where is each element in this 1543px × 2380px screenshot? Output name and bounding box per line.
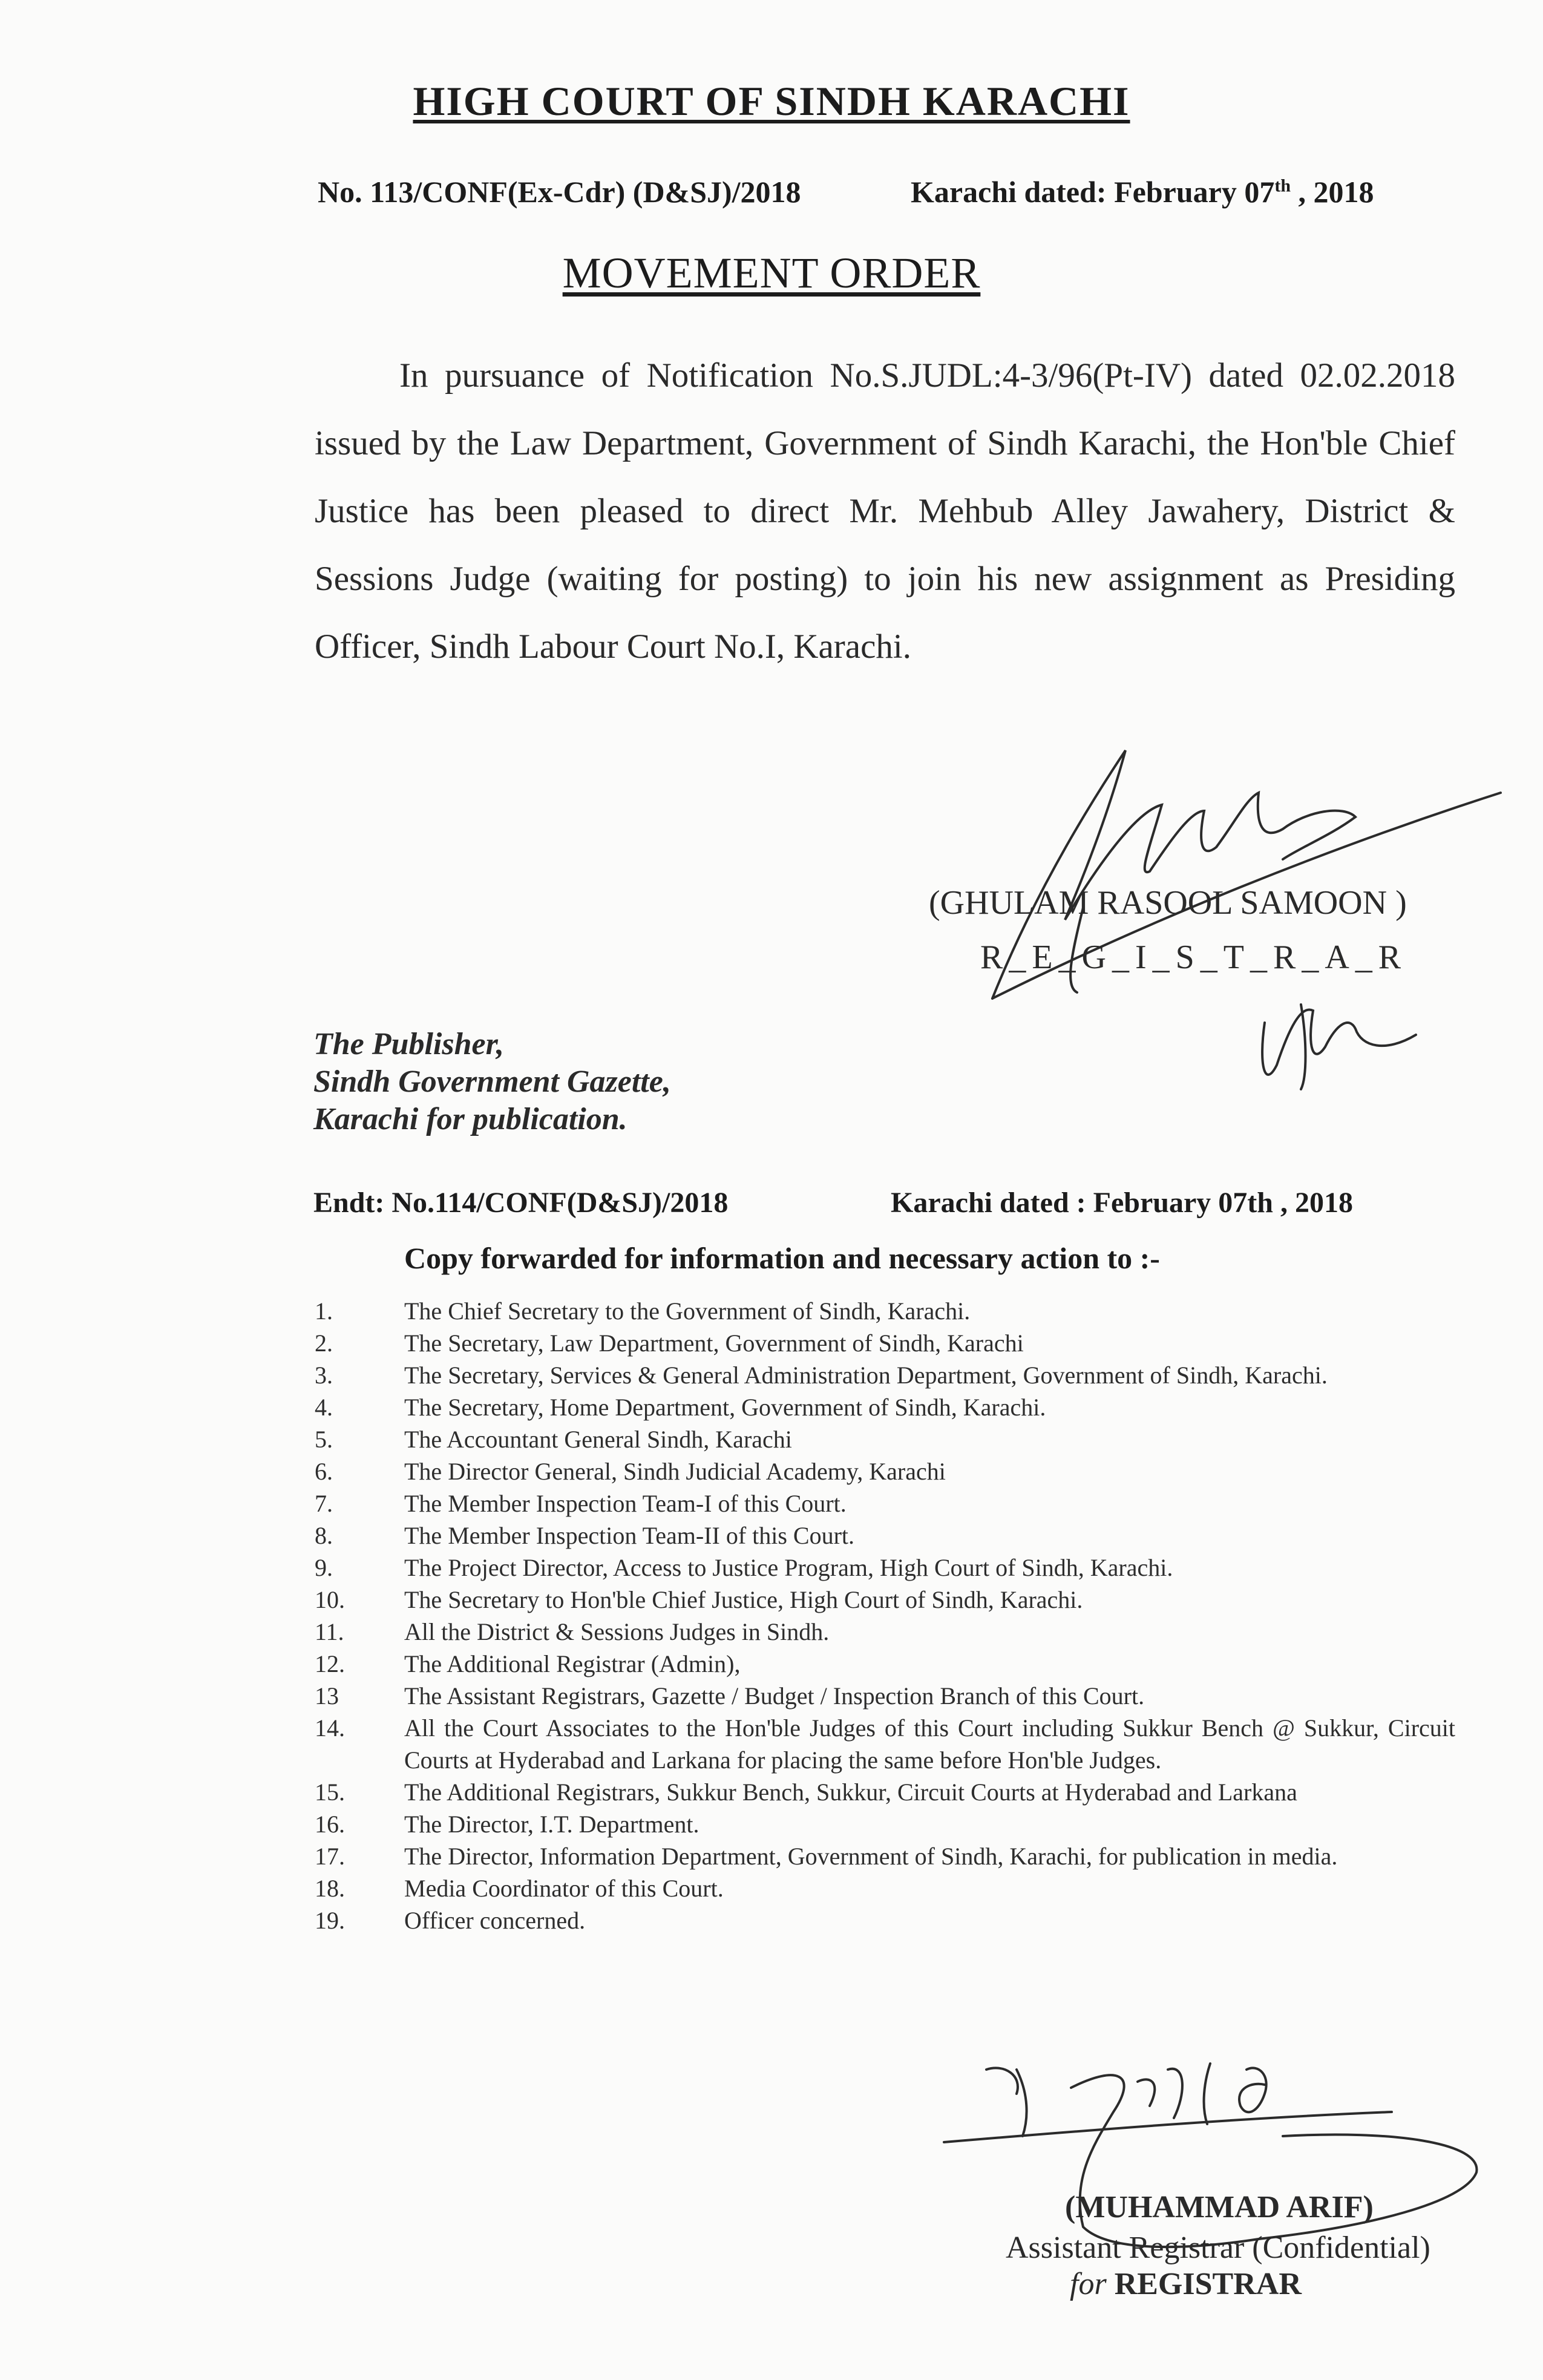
addressee-line-2: Sindh Government Gazette,	[313, 1064, 671, 1099]
recipient-number: 5.	[315, 1426, 333, 1453]
recipient-number: 13	[315, 1682, 339, 1710]
court-title: HIGH COURT OF SINDH KARACHI	[413, 78, 1130, 124]
recipient-number: 14.	[315, 1714, 345, 1742]
recipient-number: 6.	[315, 1458, 333, 1485]
registrar-name: (GHULAM RASOOL SAMOON )	[929, 884, 1407, 922]
addressee-line-1: The Publisher,	[313, 1027, 504, 1061]
copy-forwarded-heading: Copy forwarded for information and necessary action to :-	[404, 1241, 1160, 1275]
for-registrar-label: REGISTRAR	[1106, 2267, 1302, 2301]
recipient-number: 16.	[315, 1811, 345, 1838]
recipient-text: The Secretary, Law Department, Government of Sindh, Karachi	[404, 1329, 1024, 1357]
recipient-text: The Chief Secretary to the Government of Sindh, Karachi.	[404, 1297, 971, 1325]
order-date-text: Karachi dated: February 07	[911, 175, 1275, 209]
recipient-number: 2.	[315, 1329, 333, 1357]
assistant-registrar-title: Assistant Registrar (Confidential)	[1006, 2231, 1430, 2265]
for-word: for	[1070, 2267, 1107, 2301]
recipient-text: The Accountant General Sindh, Karachi	[404, 1426, 792, 1453]
assistant-registrar-name: (MUHAMMAD ARIF)	[1065, 2190, 1374, 2224]
recipient-number: 15.	[315, 1778, 345, 1806]
recipient-number: 9.	[315, 1554, 333, 1581]
recipient-text: The Secretary, Services & General Administration Department, Government of Sindh, Karachi.	[404, 1362, 1328, 1389]
recipient-number: 3.	[315, 1362, 333, 1389]
recipient-number: 12.	[315, 1650, 345, 1677]
order-date-year: , 2018	[1291, 175, 1374, 209]
recipient-text: The Member Inspection Team-I of this Court.	[404, 1490, 847, 1517]
for-registrar	[1070, 2266, 1302, 2302]
recipient-text: All the District & Sessions Judges in Sindh.	[404, 1618, 830, 1645]
recipient-text: Officer concerned.	[404, 1907, 586, 1934]
recipient-text: The Member Inspection Team-II of this Court.	[404, 1522, 855, 1549]
recipient-number: 10.	[315, 1586, 345, 1613]
order-date-sup: th	[1274, 175, 1291, 196]
order-body: In pursuance of Notification No.S.JUDL:4-3/96(Pt-IV) dated 02.02.2018 issued by the Law Department, Government of Sindh Karachi, the Hon'ble Chief Justice has been pleased to direct Mr. Mehbub Alley Jawahery, District & Sessions Judge (waiting for posting) to join his new assignment as Presiding Officer, Sindh Labour Court No.I, Karachi.	[315, 356, 1455, 666]
recipient-number: 17.	[315, 1843, 345, 1870]
recipient-text: The Director General, Sindh Judicial Academy, Karachi	[404, 1458, 946, 1485]
recipient-text: Media Coordinator of this Court.	[404, 1875, 724, 1902]
recipient-text: The Additional Registrar (Admin),	[404, 1650, 741, 1677]
recipient-number: 19.	[315, 1907, 345, 1934]
endorsement-number: Endt: No.114/CONF(D&SJ)/2018	[313, 1187, 729, 1219]
addressee-line-3: Karachi for publication.	[313, 1102, 627, 1136]
recipient-text: All the Court Associates to the Hon'ble Judges of this Court including Sukkur Bench @ Sukkur, Circuit Courts at Hyderabad and Larkana for placing the same before Hon'ble Judges.	[404, 1714, 1455, 1774]
recipient-text: The Director, Information Department, Government of Sindh, Karachi, for publication in media.	[404, 1843, 1338, 1870]
recipient-number: 7.	[315, 1490, 333, 1517]
recipient-number: 18.	[315, 1875, 345, 1902]
recipient-number: 1.	[315, 1297, 333, 1325]
endorsement-date: Karachi dated : February 07th , 2018	[891, 1187, 1353, 1219]
recipient-text: The Secretary to Hon'ble Chief Justice, High Court of Sindh, Karachi.	[404, 1586, 1083, 1613]
recipient-text: The Secretary, Home Department, Government of Sindh, Karachi.	[404, 1394, 1046, 1421]
registrar-title: R_E_G_I_S_T_R_A_R	[980, 939, 1407, 976]
recipient-text: The Director, I.T. Department.	[404, 1811, 699, 1838]
recipient-number: 8.	[315, 1522, 333, 1549]
recipient-text: The Assistant Registrars, Gazette / Budget / Inspection Branch of this Court.	[404, 1682, 1145, 1710]
recipient-text: The Project Director, Access to Justice Program, High Court of Sindh, Karachi.	[404, 1554, 1173, 1581]
recipient-number: 11.	[315, 1618, 344, 1645]
order-title: MOVEMENT ORDER	[562, 249, 981, 297]
recipient-number: 4.	[315, 1394, 333, 1421]
recipient-text: The Additional Registrars, Sukkur Bench, Sukkur, Circuit Courts at Hyderabad and Larkana	[404, 1778, 1297, 1806]
reference-number: No. 113/CONF(Ex-Cdr) (D&SJ)/2018	[318, 175, 801, 209]
